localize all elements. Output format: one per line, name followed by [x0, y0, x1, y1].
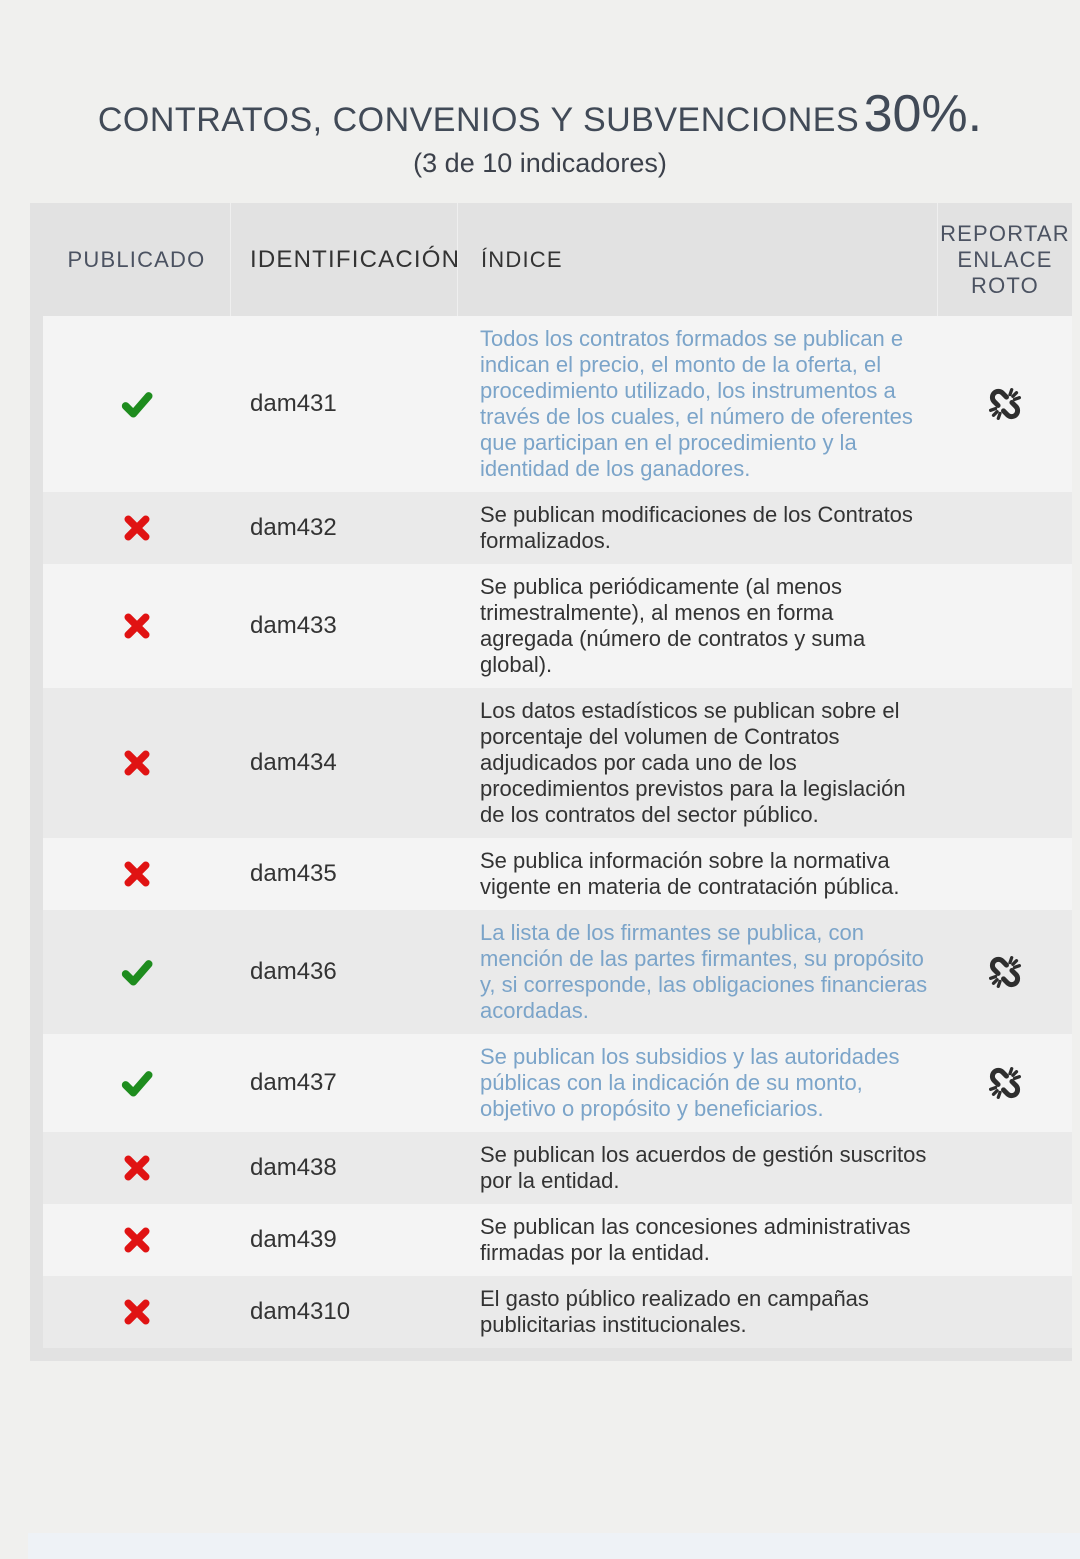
published-status-cell: [43, 859, 231, 889]
table-header-row: [30, 203, 1072, 316]
broken-link-icon[interactable]: [982, 381, 1028, 427]
report-broken-link-cell: [938, 949, 1072, 995]
published-status-cell: [43, 748, 231, 778]
table-body: [43, 316, 1072, 1348]
indicator-description: Se publican los acuerdos de gestión suscritos por la entidad.: [480, 1142, 927, 1193]
indicator-description: Se publican los subsidios y las autoridades públicas con la indicación de su monto, objetivo o propósito y beneficiarios.: [480, 1044, 900, 1121]
column-header-identificacion: IDENTIFICACIÓN: [231, 203, 458, 316]
table-row: [43, 564, 1072, 688]
published-status-cell: [43, 952, 231, 992]
indicator-description: Todos los contratos formados se publican e indican el precio, el monto de la oferta, el procedimiento utilizado, los instrumentos a través de los cuales, el número de oferentes que participan en el procedimiento y la identidad de los ganadores.: [480, 326, 913, 481]
column-header-publicado: PUBLICADO: [43, 203, 231, 316]
indicator-description: Se publican las concesiones administrativas firmadas por la entidad.: [480, 1214, 911, 1265]
indicator-id: dam438: [250, 1154, 337, 1181]
x-icon: [122, 1225, 152, 1255]
x-icon: [122, 859, 152, 889]
page-title-percentage: 30%.: [863, 85, 983, 143]
indicator-description: Los datos estadísticos se publican sobre el porcentaje del volumen de Contratos adjudicados por cada uno de los procedimientos previstos para la legislación de los contratos del sector público.: [480, 698, 906, 827]
published-status-cell: [43, 1153, 231, 1183]
table-row: [43, 1276, 1072, 1348]
indicator-id: dam433: [250, 612, 337, 639]
indicator-id: dam435: [250, 860, 337, 887]
table-row: [43, 492, 1072, 564]
report-broken-link-cell: [938, 381, 1072, 427]
table-row: [43, 1204, 1072, 1276]
broken-link-icon[interactable]: [982, 949, 1028, 995]
indicator-description: Se publican modificaciones de los Contratos formalizados.: [480, 502, 913, 553]
indicator-id: dam434: [250, 749, 337, 776]
column-header-reportar-enlace-roto: REPORTAR ENLACE ROTO: [940, 220, 1070, 298]
page-title: [0, 84, 1080, 144]
indicator-id: dam431: [250, 390, 337, 417]
indicators-table: [30, 203, 1072, 1361]
indicator-description: El gasto público realizado en campañas publicitarias institucionales.: [480, 1286, 869, 1337]
broken-link-icon[interactable]: [982, 1060, 1028, 1106]
report-broken-link-cell: [938, 1060, 1072, 1106]
next-section-panel: [28, 1533, 1080, 1559]
published-status-cell: [43, 1297, 231, 1327]
table-row: [43, 910, 1072, 1034]
indicator-description: Se publica periódicamente (al menos trimestralmente), al menos en forma agregada (número de contratos y suma global).: [480, 574, 866, 677]
column-header-indice: ÍNDICE: [458, 203, 938, 316]
published-status-cell: [43, 611, 231, 641]
table-row: [43, 316, 1072, 492]
check-icon: [117, 384, 157, 424]
table-row: [43, 838, 1072, 910]
x-icon: [122, 1153, 152, 1183]
indicator-description: Se publica información sobre la normativa vigente en materia de contratación pública.: [480, 848, 900, 899]
indicator-description: La lista de los firmantes se publica, con mención de las partes firmantes, su propósito y, si corresponde, las obligaciones financieras acordadas.: [480, 920, 928, 1023]
table-row: [43, 1034, 1072, 1132]
indicator-id: dam436: [250, 958, 337, 985]
indicator-id: dam432: [250, 514, 337, 541]
published-status-cell: [43, 1063, 231, 1103]
published-status-cell: [43, 1225, 231, 1255]
check-icon: [117, 952, 157, 992]
published-status-cell: [43, 513, 231, 543]
x-icon: [122, 1297, 152, 1327]
page-subtitle: (3 de 10 indicadores): [413, 148, 667, 178]
table-row: [43, 688, 1072, 838]
x-icon: [122, 748, 152, 778]
indicator-id: dam437: [250, 1069, 337, 1096]
page-title-text: CONTRATOS, CONVENIOS Y SUBVENCIONES: [97, 101, 860, 139]
table-row: [43, 1132, 1072, 1204]
check-icon: [117, 1063, 157, 1103]
x-icon: [122, 611, 152, 641]
published-status-cell: [43, 384, 231, 424]
x-icon: [122, 513, 152, 543]
indicator-id: dam439: [250, 1226, 337, 1253]
indicator-id: dam4310: [250, 1298, 351, 1325]
